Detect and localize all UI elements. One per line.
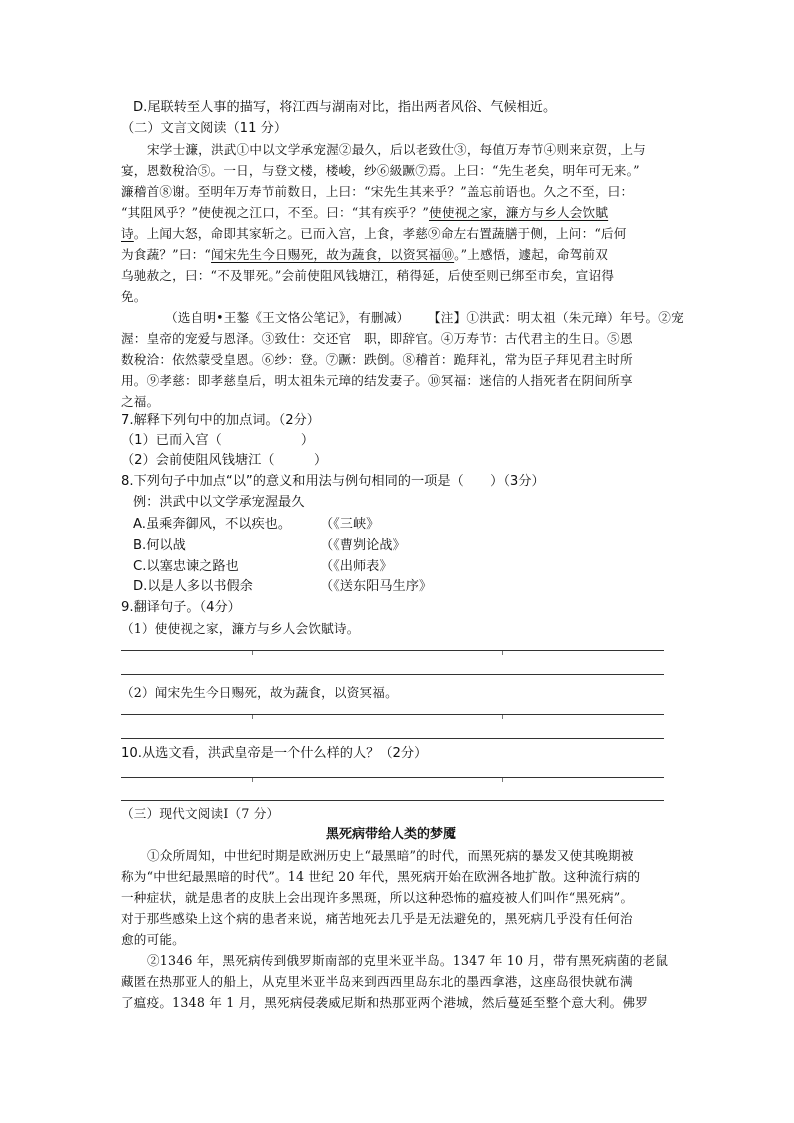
question-8: 8.下列句子中加点“以”的意义和用法与例句相同的一项是（ ）（3分） [121, 474, 545, 489]
article-line: ②1346 年，黑死病传到俄罗斯南部的克里米亚半岛。1347 年 10 月，带有黑死病菌的老鼠 [147, 953, 669, 968]
passage-line [121, 246, 608, 264]
passage-line: 宋学士濂，洪武①中以文学承宠渥②最久，后以老致仕③，每值万寿节④则来京贺，上与 [147, 142, 646, 157]
question-7-item-2[interactable]: （2）会前使阻风钱塘江（ ） [121, 453, 328, 468]
rule-tick [252, 778, 253, 782]
article-line: 藏匿在热那亚人的船上，从克里米亚半岛来到西西里岛东北的墨西拿港，这座岛很快就布满 [121, 974, 633, 989]
rule-tick [252, 715, 253, 719]
underlined-sentence-1-end: 诗 [121, 226, 134, 241]
question-8-option-c-source: （《出师表》 [320, 559, 393, 574]
passage-line [121, 204, 608, 222]
notes-line: 用。⑨孝慈：即孝慈皇后，明太祖朱元璋的结发妻子。⑩冥福：迷信的人指死者在阴间所享 [121, 373, 633, 388]
question-8-option-d[interactable]: D.以是人多以书假余 [133, 579, 253, 594]
passage-text: 。”上感悟，遽起，命驾前双 [454, 247, 609, 262]
article-title: 黑死病带给人类的梦魇 [326, 827, 457, 842]
notes-line: 之福。 [121, 394, 160, 409]
question-9: 9.翻译句子。（4分） [121, 600, 241, 615]
question-9-item-2: （2）闻宋先生今日赐死，故为蔬食，以资冥福。 [121, 685, 398, 700]
question-6-option-d: D.尾联转至人事的描写，将江西与湖南对比，指出两者风俗、气候相近。 [133, 100, 557, 115]
rule-tick [252, 651, 253, 655]
passage-line: 免。 [121, 289, 147, 304]
notes-line: 【注】①洪武：明太祖（朱元璋）年号。②宠 [428, 310, 684, 325]
article-line: 一种症状，就是患者的皮肤上会出现许多黑斑，所以这种恐怖的瘟疫被人们叫作“黑死病”。 [121, 890, 634, 905]
passage-source: （选自明•王鏊《王文恪公笔记》，有删减） [165, 310, 410, 325]
passage-text: “其阻风乎？”使使视之江口，不至。曰：“其有疾乎？” [121, 205, 430, 220]
answer-line[interactable] [121, 738, 664, 739]
article-line: 称为“中世纪最黑暗的时代”。14 世纪 20 年代，黑死病开始在欧洲各地扩散。这种流行病的 [121, 869, 641, 884]
question-8-option-a[interactable]: A.虽乘奔御风，不以疾也。 [133, 517, 292, 532]
question-7-item-1[interactable]: （1）已而入宫（ ） [121, 433, 315, 448]
question-7: 7.解释下列句中的加点词。（2分） [121, 413, 320, 428]
article-line: 了瘟疫。1348 年 1 月，黑死病侵袭威尼斯和热那亚两个港城，然后蔓延至整个意大利。佛罗 [121, 995, 649, 1010]
question-9-item-1: （1）使使视之家，濂方与乡人会饮賦诗。 [121, 621, 360, 636]
passage-line: 濂稽首⑧谢。至明年万寿节前数日，上曰：“宋先生其来乎？”盖忘前语也。久之不至，曰： [121, 184, 634, 199]
passage-line: 宴，恩数稅洽⑤。一日，与登文楼，楼峻，纱⑥級蹶⑦焉。上曰：“先生老矣，明年可无来。” [121, 163, 640, 178]
passage-text: 。上闻大怒，命即其家斩之。已而入宫，上食，孝慈⑨命左右置蔬膳于侧，上问：“后何 [133, 226, 627, 241]
section-3-heading: （三）现代文阅读Ⅰ（7 分） [121, 806, 280, 821]
answer-line[interactable] [121, 714, 664, 715]
question-8-option-c[interactable]: C.以塞忠谏之路也 [133, 559, 239, 574]
question-8-option-b-source: （《曹刿论战》 [320, 538, 406, 553]
underlined-sentence-1: 使使视之家，濂方与乡人会饮賦 [429, 205, 609, 220]
question-8-example: 例：洪武中以文学承宠渥最久 [133, 495, 305, 510]
answer-line[interactable] [121, 674, 664, 675]
question-10: 10.从选文看，洪武皇帝是一个什么样的人？（2分） [121, 746, 428, 761]
notes-line: 数稅洽：依然蒙受皇恩。⑥纱：登。⑦蹶：跌倒。⑧稽首：跪拜礼，常为臣子拜见君主时所 [121, 352, 633, 367]
passage-line [121, 225, 627, 243]
question-8-option-a-source: （《三峡》 [320, 517, 380, 532]
notes-line: 渥：皇帝的宠爱与恩泽。③致仕：交还官 职，即辞官。④万寿节：古代君主的生日。⑤恩 [121, 331, 633, 346]
rule-tick [502, 778, 503, 782]
article-line: 愈的可能。 [121, 932, 185, 947]
answer-line[interactable] [121, 777, 664, 778]
answer-line[interactable] [121, 800, 664, 801]
question-8-option-d-source: （《送东阳马生序》 [320, 579, 433, 594]
underlined-sentence-2: 闻宋先生今日赐死，故为蔬食，以资冥福⑩ [211, 247, 455, 262]
passage-line: 乌驰赦之，曰：“不及罪死。”会前使阻风钱塘江，稍得延，后使至则已绑至市矣，宣诏得 [121, 268, 615, 283]
question-8-option-b[interactable]: B.何以战 [133, 538, 186, 553]
section-2-heading: （二）文言文阅读（11 分） [121, 121, 288, 136]
answer-line[interactable] [121, 650, 664, 651]
article-line: ①众所周知，中世纪时期是欧洲历史上“最黑暗”的时代，而黑死病的暴发又使其晚期被 [147, 848, 634, 863]
passage-text: 为食蔬？”曰：“ [121, 247, 212, 262]
rule-tick [502, 715, 503, 719]
article-line: 对于那些感染上这个病的患者来说，痛苦地死去几乎是无法避免的，黑死病几乎没有任何治 [121, 911, 633, 926]
rule-tick [502, 651, 503, 655]
